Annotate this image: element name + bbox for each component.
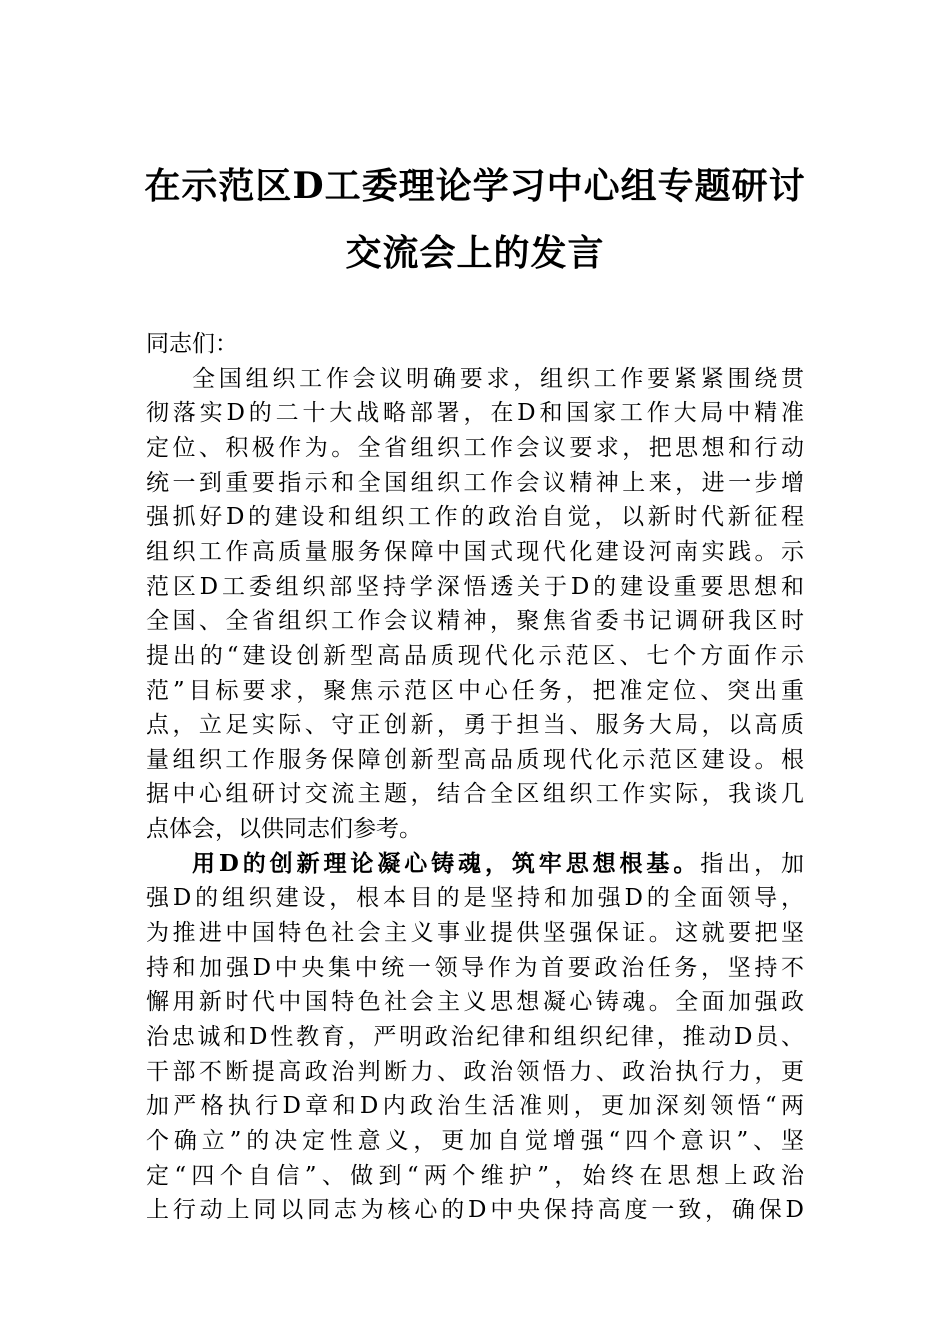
paragraph-1-line: 范”目标要求，聚焦示范区中心任务，把准定位、突出重 bbox=[146, 678, 804, 704]
paragraph-1-line: 量组织工作服务保障创新型高品质现代化示范区建设。根 bbox=[146, 747, 804, 773]
paragraph-1-line: 据中心组研讨交流主题，结合全区组织工作实际，我谈几 bbox=[146, 781, 804, 807]
paragraph-1-line: 全国、全省组织工作会议精神，聚焦省委书记调研我区时 bbox=[146, 608, 804, 634]
paragraph-2-line: 加严格执行D章和D内政治生活准则，更加深刻领悟“两 bbox=[146, 1093, 804, 1119]
paragraph-1-line: 强抓好D的建设和组织工作的政治自觉，以新时代新征程 bbox=[146, 504, 804, 530]
paragraph-1-line: 点，立足实际、守正创新，勇于担当、服务大局，以高质 bbox=[146, 712, 804, 738]
paragraph-1-line: 范区D工委组织部坚持学深悟透关于D的建设重要思想和 bbox=[146, 574, 804, 600]
paragraph-1-line: 彻落实D的二十大战略部署，在D和国家工作大局中精准 bbox=[146, 400, 804, 426]
paragraph-1-line: 统一到重要指示和全国组织工作会议精神上来，进一步增 bbox=[146, 470, 804, 496]
paragraph-1-line: 组织工作高质量服务保障中国式现代化建设河南实践。示 bbox=[146, 539, 804, 565]
paragraph-2-line: 为推进中国特色社会主义事业提供坚强保证。这就要把坚 bbox=[146, 920, 804, 946]
paragraph-2-first-line-rest: 指出，加 bbox=[700, 851, 804, 877]
paragraph-2-line: 上行动上同以同志为核心的D中央保持高度一致，确保D bbox=[146, 1197, 804, 1223]
paragraph-2-line: 持和加强D中央集中统一领导作为首要政治任务，坚持不 bbox=[146, 955, 804, 981]
paragraph-2-line: 定“四个自信”、做到“两个维护”，始终在思想上政治 bbox=[146, 1163, 804, 1189]
salutation: 同志们： bbox=[146, 331, 238, 357]
paragraph-1-line: 全国组织工作会议明确要求，组织工作要紧紧围绕贯 bbox=[192, 366, 804, 392]
document-title-line-2: 交流会上的发言 bbox=[345, 232, 605, 274]
paragraph-1-line: 定位、积极作为。全省组织工作会议要求，把思想和行动 bbox=[146, 435, 804, 461]
paragraph-1-line: 提出的“建设创新型高品质现代化示范区、七个方面作示 bbox=[146, 643, 804, 669]
paragraph-2-heading: 用D的创新理论凝心铸魂，筑牢思想根基。 bbox=[192, 850, 701, 877]
paragraph-2-line: 强D的组织建设，根本目的是坚持和加强D的全面领导， bbox=[146, 885, 804, 911]
paragraph-2-line: 治忠诚和D性教育，严明政治纪律和组织纪律，推动D员、 bbox=[146, 1024, 804, 1050]
paragraph-2-line: 干部不断提高政治判断力、政治领悟力、政治执行力，更 bbox=[146, 1059, 804, 1085]
paragraph-2-first-line bbox=[192, 847, 804, 881]
document-title-line-1: 在示范区D工委理论学习中心组专题研讨 bbox=[144, 165, 806, 207]
paragraph-2-line: 个确立”的决定性意义，更加自觉增强“四个意识”、坚 bbox=[146, 1128, 804, 1154]
paragraph-1-line: 点体会，以供同志们参考。 bbox=[146, 816, 422, 842]
paragraph-2-line: 懈用新时代中国特色社会主义思想凝心铸魂。全面加强政 bbox=[146, 989, 804, 1015]
